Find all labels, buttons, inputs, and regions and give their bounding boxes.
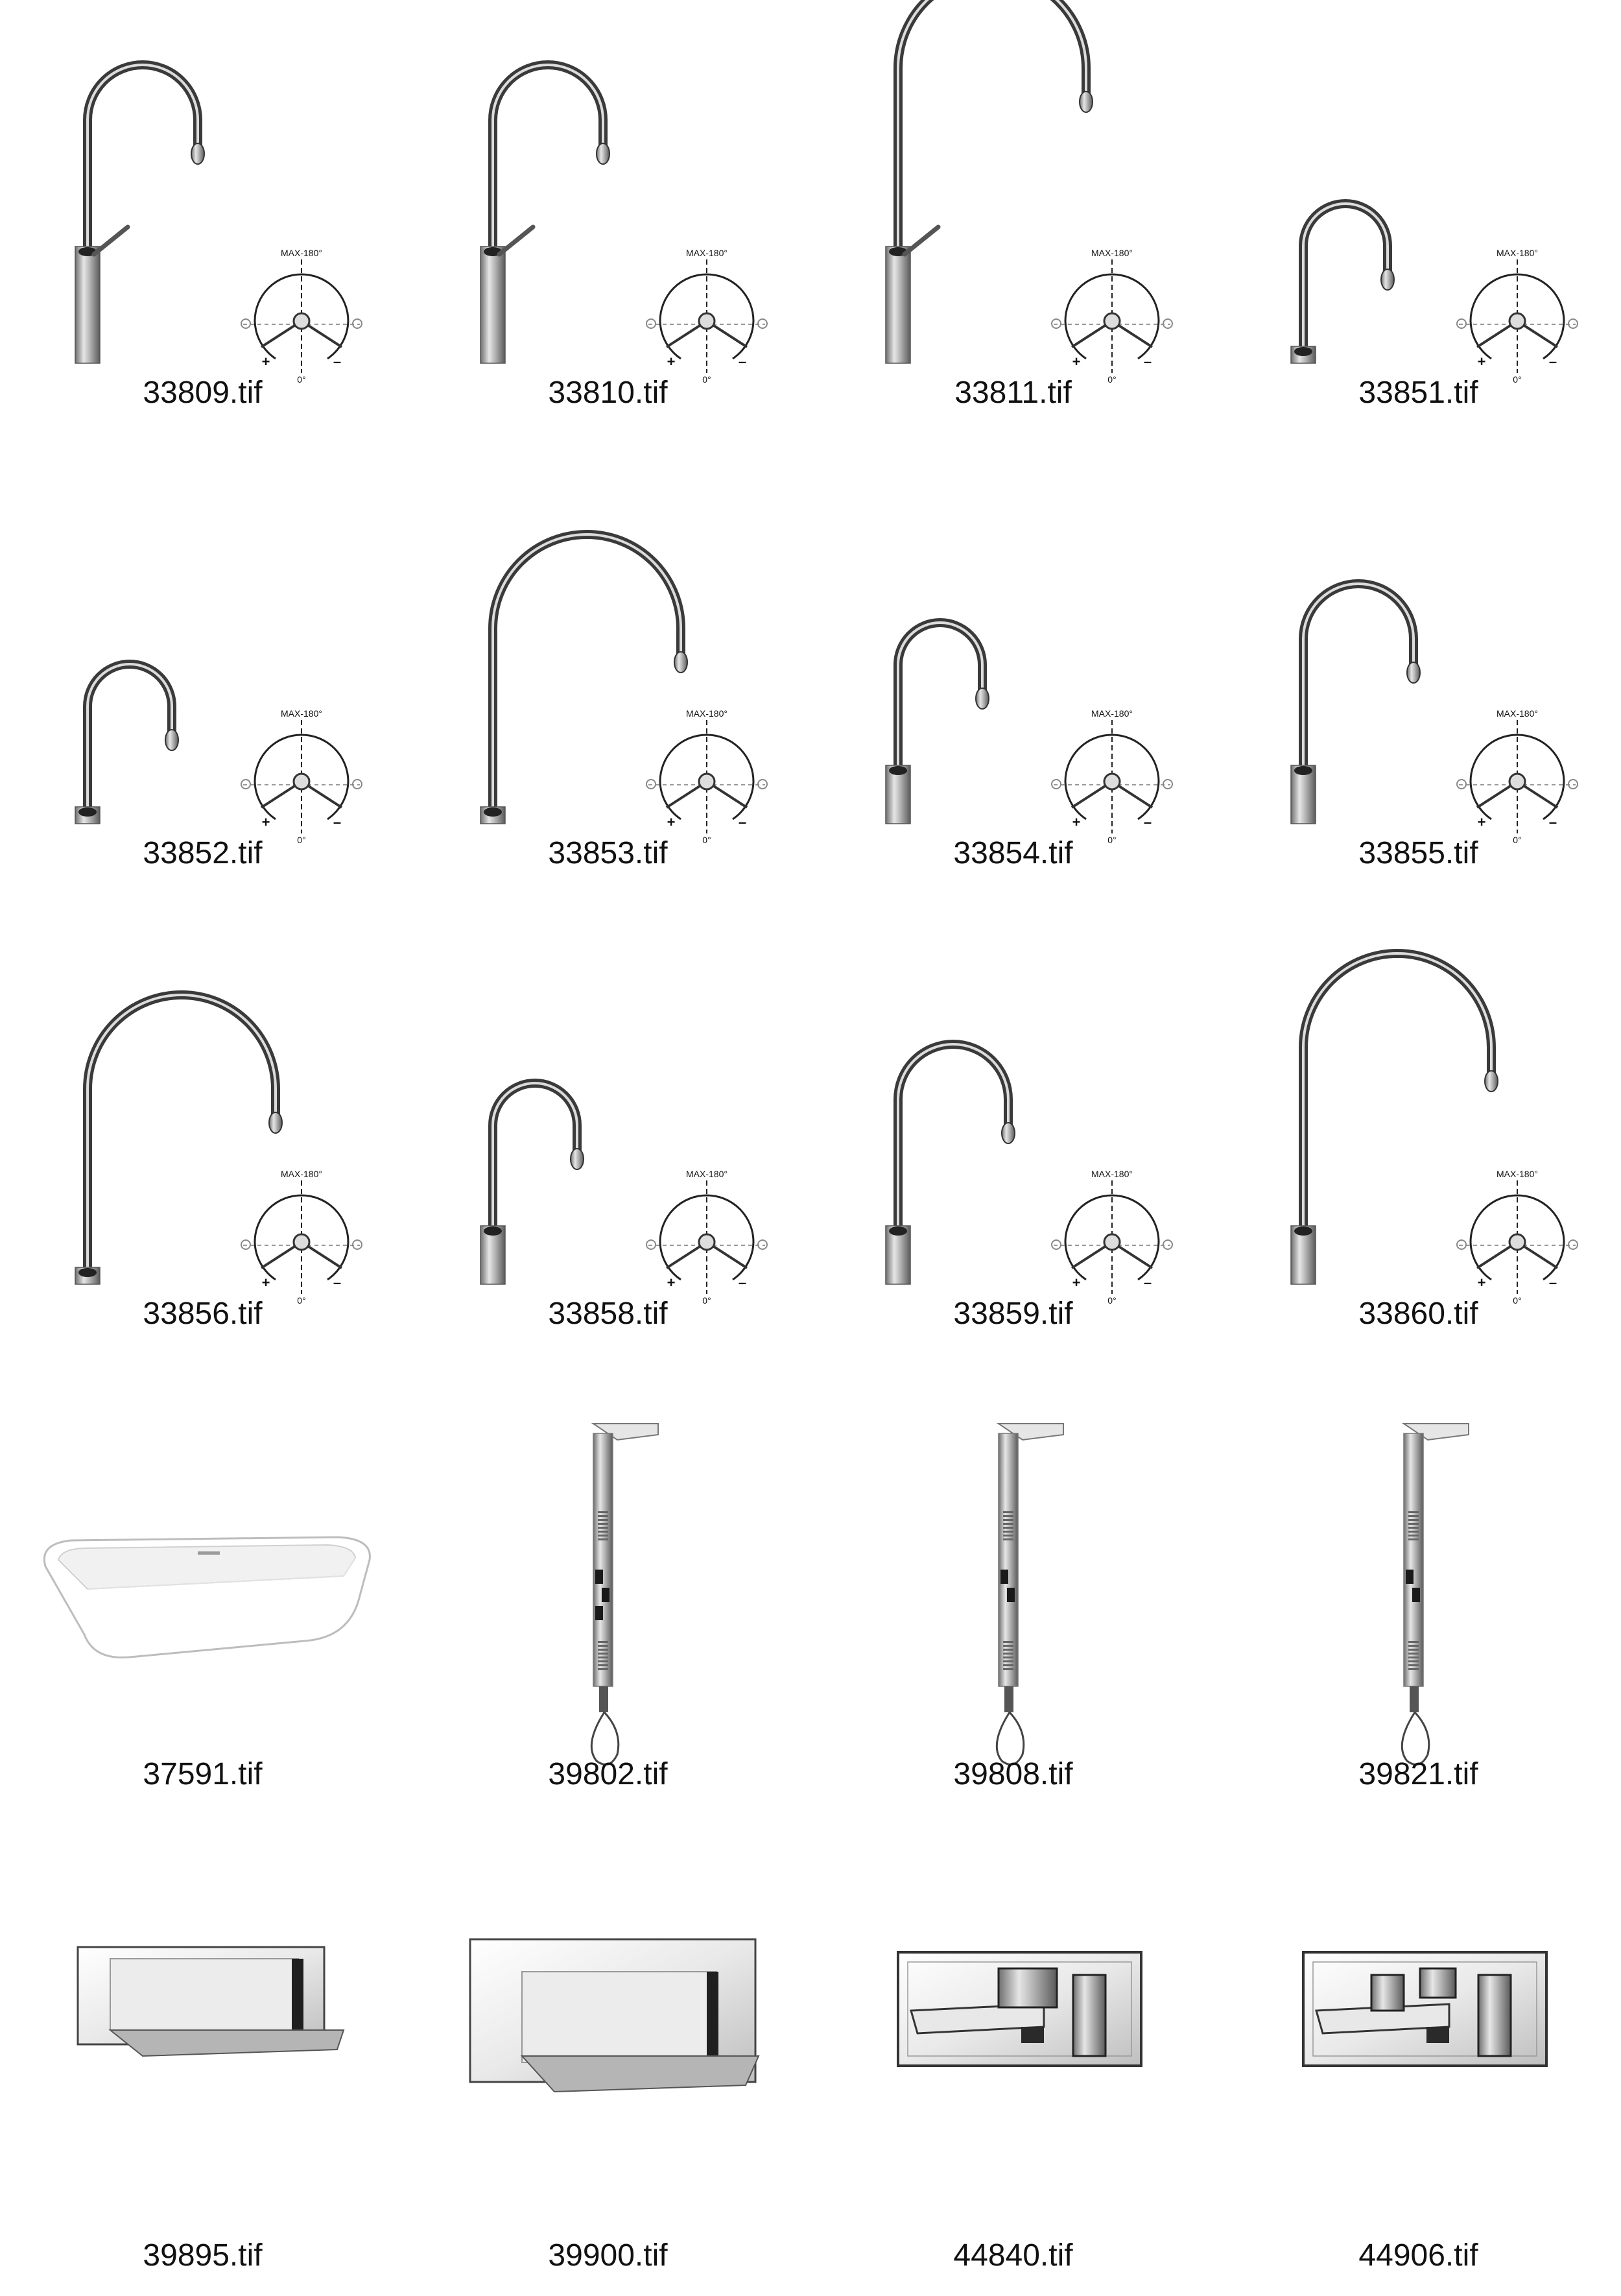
dial-plus-label: + (261, 353, 270, 370)
file-name-caption: 33853.tif (548, 836, 668, 870)
image-tile (405, 1381, 810, 1836)
image-tile (405, 1842, 810, 2296)
dial-plus-label: + (1072, 1274, 1081, 1291)
file-name-caption: 33851.tif (1358, 376, 1478, 410)
dial-minus-label: – (333, 1274, 342, 1291)
product-thumbnail (0, 1842, 405, 2296)
dial-zero-label: 0° (1513, 835, 1522, 845)
dial-max-label: MAX-180° (686, 708, 728, 719)
dial-plus-label: + (261, 814, 270, 830)
wall-mixer-icon (1303, 1952, 1546, 2066)
dial-max-label: MAX-180° (1091, 1169, 1133, 1179)
dial-zero-label: 0° (1107, 1295, 1117, 1306)
dial-max-label: MAX-180° (1497, 248, 1538, 258)
image-tile (0, 1381, 405, 1836)
shower-column-icon (1402, 1424, 1469, 1765)
dial-minus-label: – (333, 353, 342, 370)
image-tile (405, 921, 810, 1375)
dial-zero-label: 0° (1513, 1295, 1522, 1306)
bathtub-icon (44, 1537, 370, 1658)
file-name-caption: 37591.tif (143, 1757, 263, 1791)
faucet-icon (480, 65, 609, 363)
file-name-caption: 33810.tif (548, 376, 668, 410)
file-name-caption: 44906.tif (1358, 2238, 1478, 2273)
dial-zero-label: 0° (1107, 835, 1117, 845)
dial-plus-label: + (261, 1274, 270, 1291)
dial-minus-label: – (738, 1274, 747, 1291)
dial-minus-label: – (738, 814, 747, 830)
dial-plus-label: + (667, 1274, 676, 1291)
dial-max-label: MAX-180° (281, 708, 322, 719)
shower-column-icon (997, 1424, 1063, 1765)
rotation-dial-icon (241, 1169, 362, 1306)
shower-column-icon (591, 1424, 658, 1765)
image-tile (810, 460, 1216, 915)
rotation-dial-icon (646, 708, 767, 845)
file-name-caption: 33856.tif (143, 1297, 263, 1331)
image-tile (405, 460, 810, 915)
wall-spout-icon (78, 1947, 344, 2056)
dial-zero-label: 0° (702, 835, 711, 845)
wall-mixer-icon (898, 1952, 1141, 2066)
image-tile (1216, 0, 1621, 454)
faucet-icon (1291, 953, 1498, 1284)
rotation-dial-icon (1052, 248, 1172, 385)
wall-spout-icon (470, 1939, 759, 2092)
image-tile (810, 1381, 1216, 1836)
dial-max-label: MAX-180° (1091, 248, 1133, 258)
dial-minus-label: – (1548, 353, 1557, 370)
rotation-dial-icon (1457, 1169, 1578, 1306)
image-tile (810, 1842, 1216, 2296)
faucet-icon (75, 65, 204, 363)
image-tile (405, 0, 810, 454)
image-tile (0, 0, 405, 454)
faucet-icon (75, 995, 282, 1284)
rotation-dial-icon (241, 708, 362, 845)
image-tile (1216, 921, 1621, 1375)
file-name-caption: 44840.tif (953, 2238, 1073, 2273)
image-tile (810, 0, 1216, 454)
dial-minus-label: – (1143, 353, 1152, 370)
dial-minus-label: – (738, 353, 747, 370)
dial-max-label: MAX-180° (1497, 708, 1538, 719)
product-thumbnail (1216, 1842, 1621, 2296)
dial-max-label: MAX-180° (1091, 708, 1133, 719)
dial-plus-label: + (1477, 814, 1486, 830)
file-name-caption: 33855.tif (1358, 836, 1478, 870)
faucet-icon (480, 1083, 584, 1284)
product-thumbnail (405, 1842, 810, 2296)
rotation-dial-icon (646, 248, 767, 385)
file-name-caption: 33854.tif (953, 836, 1073, 870)
file-name-caption: 39900.tif (548, 2238, 668, 2273)
faucet-icon (886, 1044, 1015, 1284)
rotation-dial-icon (1052, 1169, 1172, 1306)
dial-zero-label: 0° (297, 835, 306, 845)
dial-max-label: MAX-180° (1497, 1169, 1538, 1179)
dial-minus-label: – (333, 814, 342, 830)
rotation-dial-icon (1457, 248, 1578, 385)
image-tile (1216, 1842, 1621, 2296)
faucet-icon (886, 623, 989, 824)
dial-max-label: MAX-180° (281, 248, 322, 258)
file-name-caption: 39895.tif (143, 2238, 263, 2273)
file-name-caption: 39821.tif (1358, 1757, 1478, 1791)
rotation-dial-icon (241, 248, 362, 385)
file-name-caption: 39808.tif (953, 1757, 1073, 1791)
dial-zero-label: 0° (702, 1295, 711, 1306)
dial-minus-label: – (1548, 1274, 1557, 1291)
image-tile (1216, 460, 1621, 915)
file-name-caption: 33811.tif (954, 376, 1072, 410)
product-thumbnail (810, 1842, 1216, 2296)
dial-zero-label: 0° (702, 374, 711, 385)
dial-max-label: MAX-180° (281, 1169, 322, 1179)
dial-plus-label: + (1072, 353, 1081, 370)
dial-minus-label: – (1548, 814, 1557, 830)
image-tile (0, 921, 405, 1375)
dial-zero-label: 0° (1513, 374, 1522, 385)
file-name-caption: 39802.tif (548, 1757, 668, 1791)
file-name-caption: 33859.tif (953, 1297, 1073, 1331)
dial-zero-label: 0° (297, 374, 306, 385)
rotation-dial-icon (1052, 708, 1172, 845)
dial-plus-label: + (1477, 353, 1486, 370)
dial-max-label: MAX-180° (686, 248, 728, 258)
image-tile (0, 1842, 405, 2296)
file-name-caption: 33858.tif (548, 1297, 668, 1331)
faucet-icon (886, 0, 1093, 363)
image-tile (1216, 1381, 1621, 1836)
dial-zero-label: 0° (1107, 374, 1117, 385)
rotation-dial-icon (646, 1169, 767, 1306)
faucet-icon (75, 664, 178, 824)
dial-plus-label: + (1477, 1274, 1486, 1291)
file-name-caption: 33852.tif (143, 836, 263, 870)
dial-max-label: MAX-180° (686, 1169, 728, 1179)
faucet-icon (1291, 204, 1394, 363)
dial-plus-label: + (667, 814, 676, 830)
faucet-icon (480, 534, 687, 824)
rotation-dial-icon (1457, 708, 1578, 845)
faucet-icon (1291, 584, 1420, 824)
image-tile (810, 921, 1216, 1375)
file-name-caption: 33809.tif (143, 376, 263, 410)
dial-minus-label: – (1143, 814, 1152, 830)
dial-plus-label: + (1072, 814, 1081, 830)
dial-zero-label: 0° (297, 1295, 306, 1306)
dial-plus-label: + (667, 353, 676, 370)
dial-minus-label: – (1143, 1274, 1152, 1291)
file-name-caption: 33860.tif (1358, 1297, 1478, 1331)
image-tile (0, 460, 405, 915)
